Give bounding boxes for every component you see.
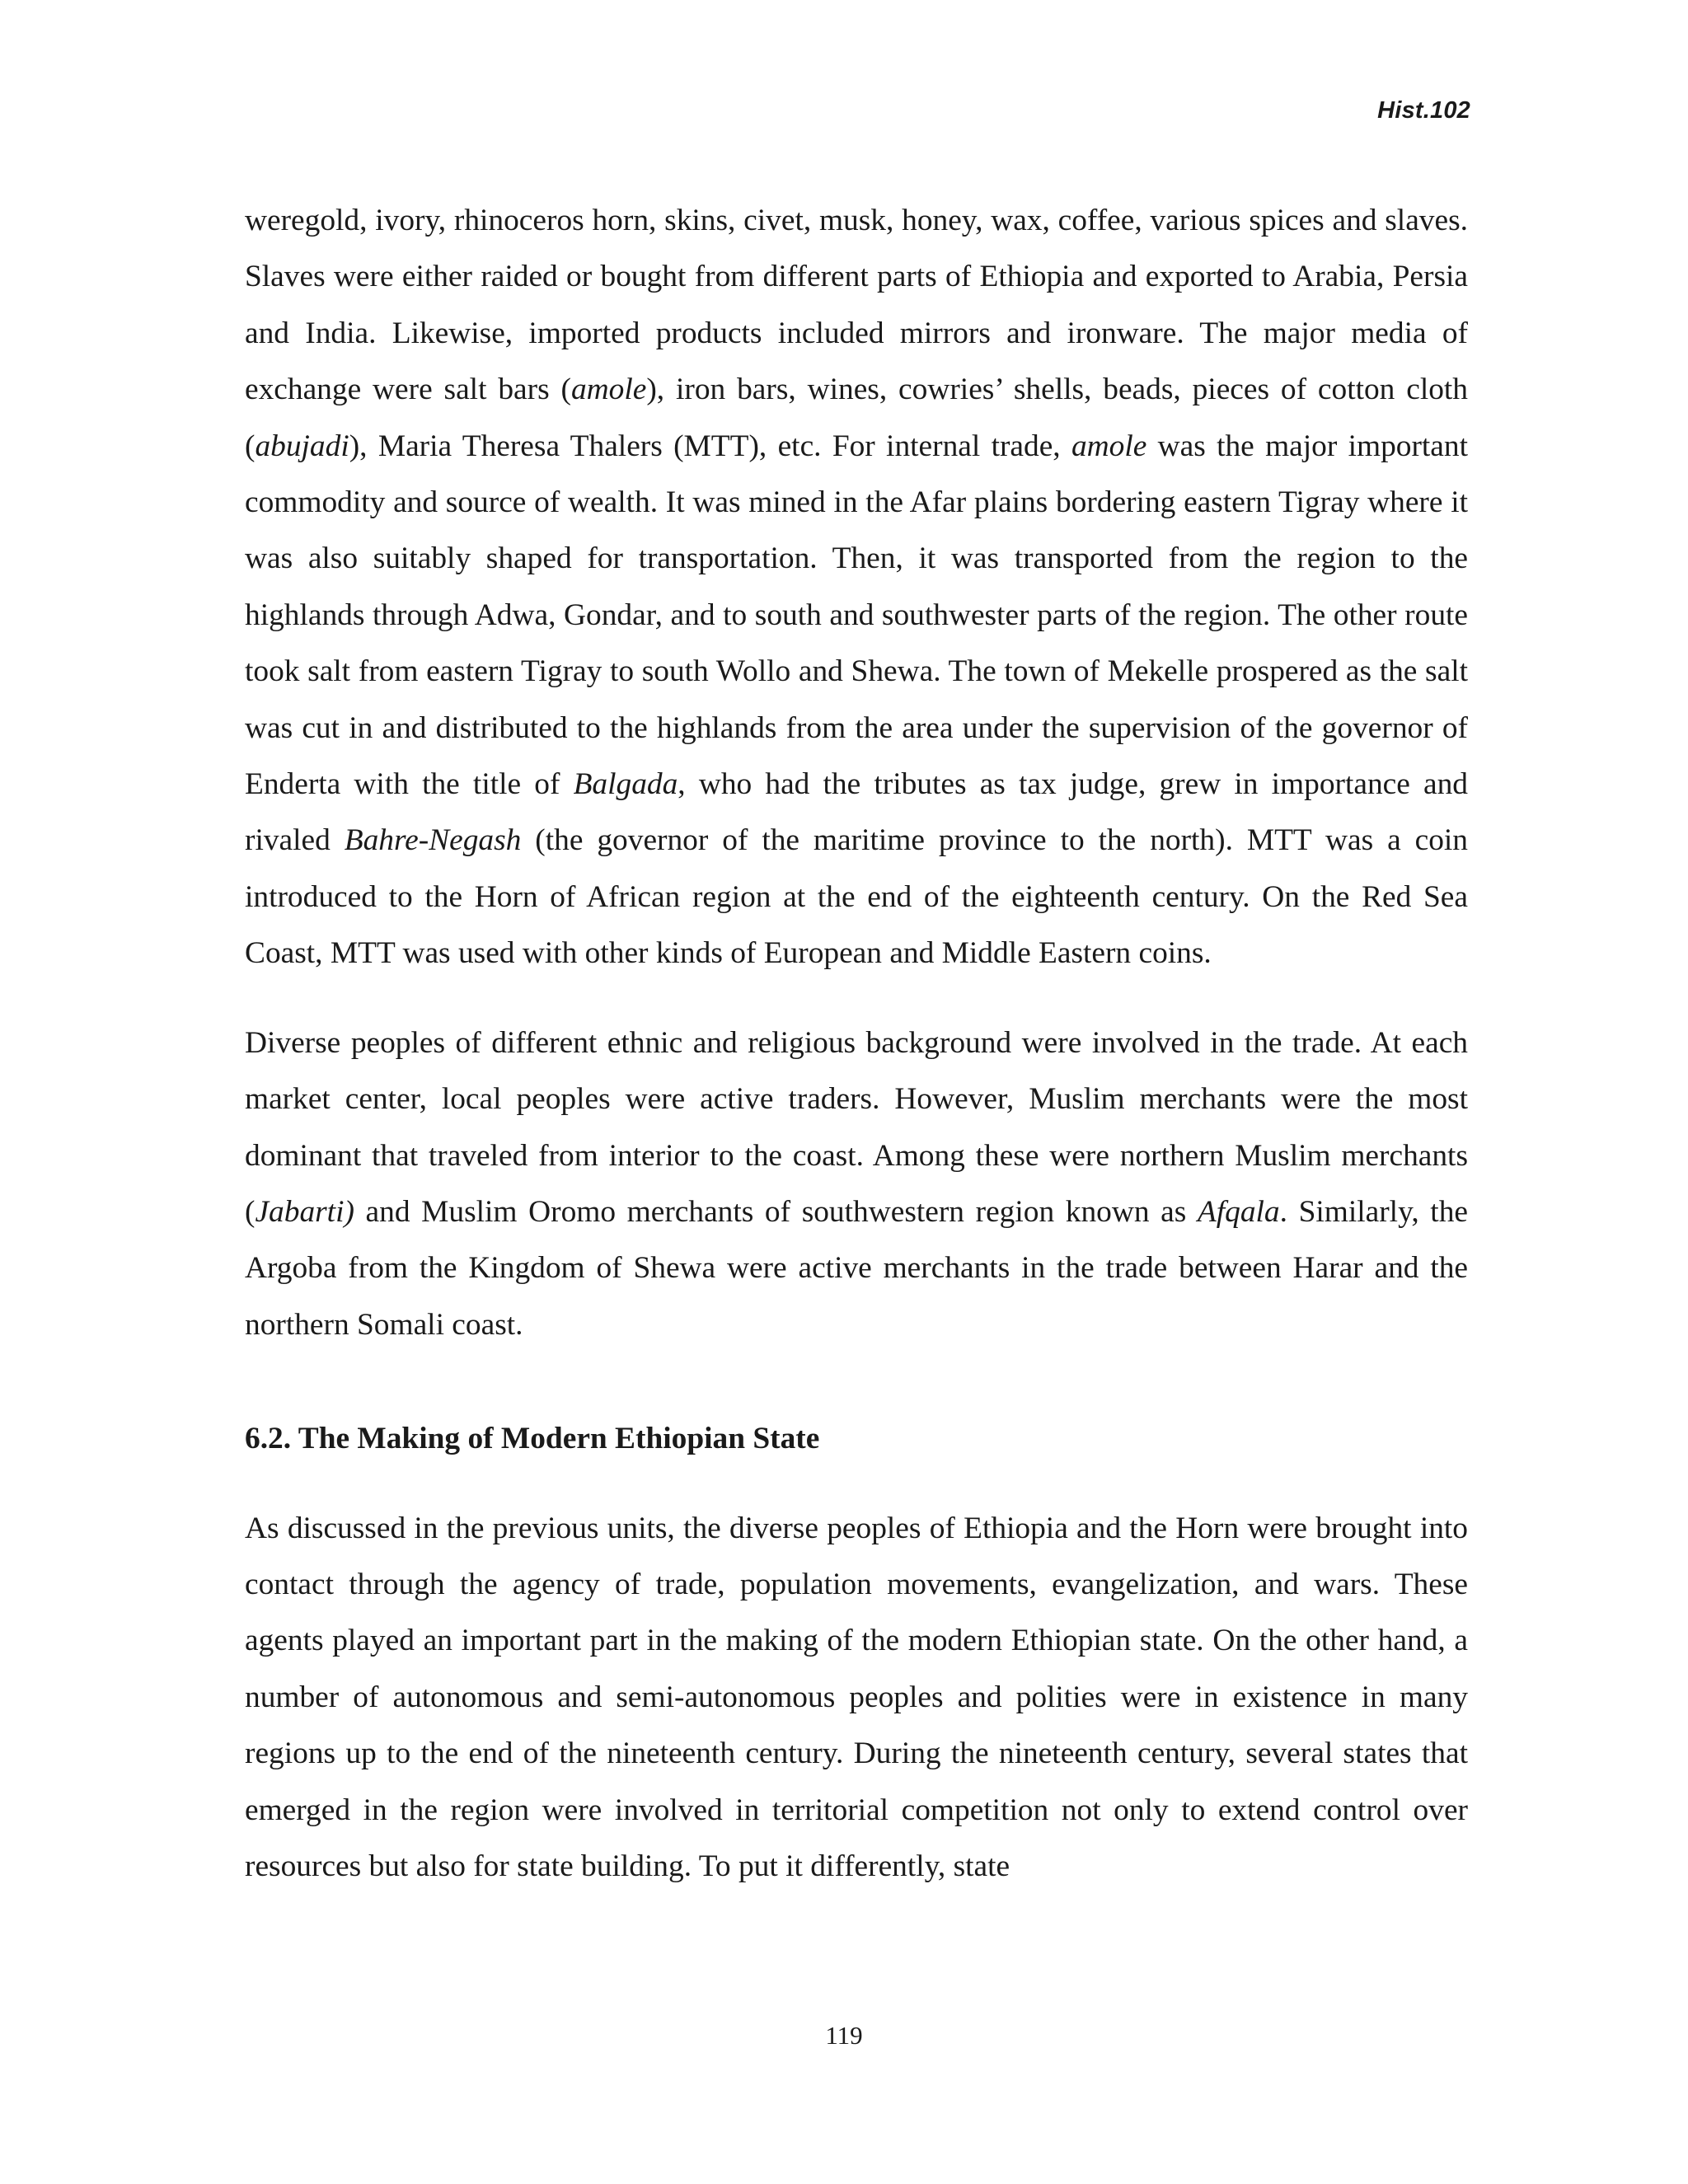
text-run: weregold, ivory, rhinoceros horn, skins, civet, musk, honey, wax, coffee, various spices and slaves. Slaves were either raided or bought from different parts of Ethiopia and exported to Arabia, Persia and India. Likewise, imported products included mirrors and ironware. The major media of exchange were salt bars ( — [245, 204, 1468, 407]
course-code-header: Hist.102 — [1377, 97, 1470, 124]
italic-term: Balgada — [573, 767, 678, 802]
text-run: ), iron bars, wines, cowries’ shells, beads, pieces of cotton cloth ( — [245, 373, 1468, 463]
page-number: 119 — [825, 2021, 863, 2050]
italic-term: Afqala — [1197, 1194, 1280, 1229]
page-body — [245, 193, 1468, 1895]
text-run: ), Maria Theresa Thalers (MTT), etc. For internal trade, — [349, 429, 1071, 463]
paragraph-merchants — [245, 1015, 1468, 1353]
text-run: . Similarly, the Argoba from the Kingdom of Shewa were active merchants in the trade between Harar and the northern Somali coast. — [245, 1194, 1468, 1342]
text-run: Diverse peoples of different ethnic and religious background were involved in the trade. At each market center, local peoples were active traders. However, Muslim merchants were the most dominant that traveled from interior to the coast. Among these were northern Muslim merchants ( — [245, 1025, 1468, 1229]
italic-term: Jabarti) — [255, 1194, 354, 1229]
italic-term: abujadi — [255, 429, 349, 463]
paragraph-trade-goods — [245, 193, 1468, 982]
italic-term: Bahre-Negash — [344, 823, 522, 858]
text-run: , who had the tributes as tax judge, grew in importance and rivaled — [245, 767, 1468, 858]
italic-term: amole — [570, 373, 647, 407]
paragraph-state-making: As discussed in the previous units, the diverse peoples of Ethiopia and the Horn were brought into contact through the agency of trade, population movements, evangelization, and wars. These agents played an important part in the making of the modern Ethiopian state. On the other hand, a number of autonomous and semi-autonomous peoples and polities were in existence in many regions up to the end of the nineteenth century. During the nineteenth century, several states that emerged in the region were involved in territorial competition not only to extend control over resources but also for state building. To put it differently, state — [245, 1511, 1468, 1883]
text-run: was the major important commodity and source of wealth. It was mined in the Afar plains bordering eastern Tigray where it was also suitably shaped for transportation. Then, it was transported from the region to the highlands through Adwa, Gondar, and to south and southwester parts of the region. The other route took salt from eastern Tigray to south Wollo and Shewa. The town of Mekelle prospered as the salt was cut in and distributed to the highlands from the area under the supervision of the governor of Enderta with the title of — [245, 429, 1468, 802]
text-run: and Muslim Oromo merchants of southwestern region known as — [354, 1194, 1198, 1229]
italic-term: amole — [1071, 429, 1147, 463]
text-run: (the governor of the maritime province to the north). MTT was a coin introduced to the Horn of African region at the end of the eighteenth century. On the Red Sea Coast, MTT was used with other kinds of European and Middle Eastern coins. — [245, 823, 1468, 971]
section-heading: 6.2. The Making of Modern Ethiopian State — [245, 1422, 820, 1456]
